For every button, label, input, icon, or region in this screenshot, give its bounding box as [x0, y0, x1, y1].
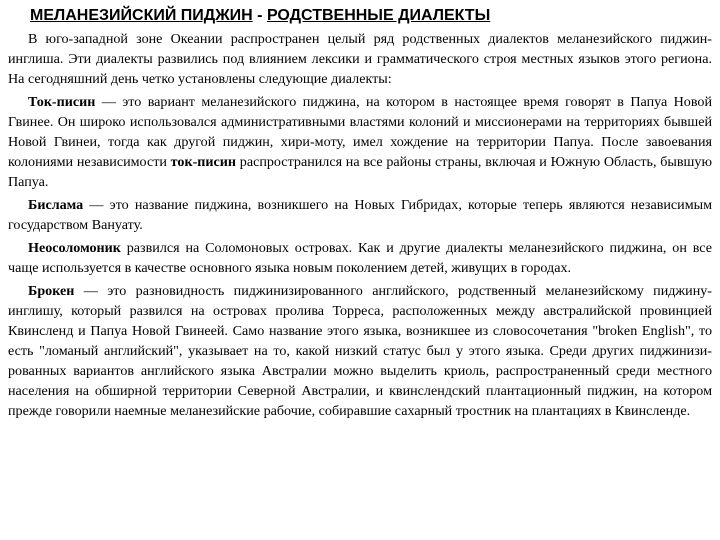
tok-pisin-text-1: — это вариант меланезийского пиджина, на котором в настоящее время говорят в Папуа Новой Гвинее. Он широко использовался административными властями колоний и миссионерами на территориях бывшей Новой Гвинеи, тогда как другой пиджин, хири-моту, имел хождение на территории Папуа. После завоевания колониями независимости [8, 94, 712, 170]
broken-paragraph [8, 281, 712, 421]
broken-term: Брокен [28, 283, 75, 299]
title-part-main: МЕЛАНЕЗИЙСКИЙ ПИДЖИН [30, 7, 253, 24]
neosolomonic-term: Неосоломоник [28, 240, 121, 256]
broken-text: — это разновидность пиджинизированного английского, родственный меланезийскому пиджину-инглишу, который развился на островах пролива Торреса, расположенных между австралийской провинцией Квинсленд и Папуа Новой Гвинеей. Само название этого языка, возникшее из словосочетания "broken English", то есть "ломаный английский", указывает на то, какой низкий статус был у этого языка. Среди других пиджинизи-рованных вариантов английского языка Австралии можно выделить криоль, распространенный среди местного населения на обширной территории Северной Австралии, и квинслендский плантационный пиджин, на котором прежде говорили наемные меланезийские рабочие, собиравшие сахарный тростник на плантациях в Квинсленде. [8, 283, 712, 419]
tok-pisin-term: Ток-писин [28, 94, 96, 110]
bislama-text: — это название пиджина, возникшего на Новых Гибридах, которые теперь являются независимым государством Вануату. [8, 197, 712, 233]
tok-pisin-text-2: распространился на все районы страны, включая и Южную Область, бывшую Папуа. [8, 154, 712, 190]
bislama-paragraph [8, 195, 712, 235]
neosolomonic-text: развился на Соломоновых островах. Как и другие диалекты меланезийского пиджина, он все чаще используется в качестве основного языка новым поколением детей, живущих в городах. [8, 240, 712, 276]
page-title [30, 6, 712, 26]
neosolomonic-paragraph [8, 238, 712, 278]
tok-pisin-paragraph [8, 92, 712, 192]
title-part-related: РОДСТВЕННЫЕ ДИАЛЕКТЫ [266, 7, 491, 24]
bislama-term: Бислама [28, 197, 84, 213]
title-separator: - [252, 7, 267, 24]
tok-pisin-term-inline: ток-писин [170, 154, 237, 170]
intro-text: В юго-западной зоне Океании распространен целый ряд родственных диалектов меланезийского пиджин-инглиша. Эти диалекты развились под влиянием лексики и грамматического строя местных языков этого региона. На сегодняшний день четко установлены следующие диалекты: [8, 31, 712, 87]
intro-paragraph [8, 29, 712, 89]
